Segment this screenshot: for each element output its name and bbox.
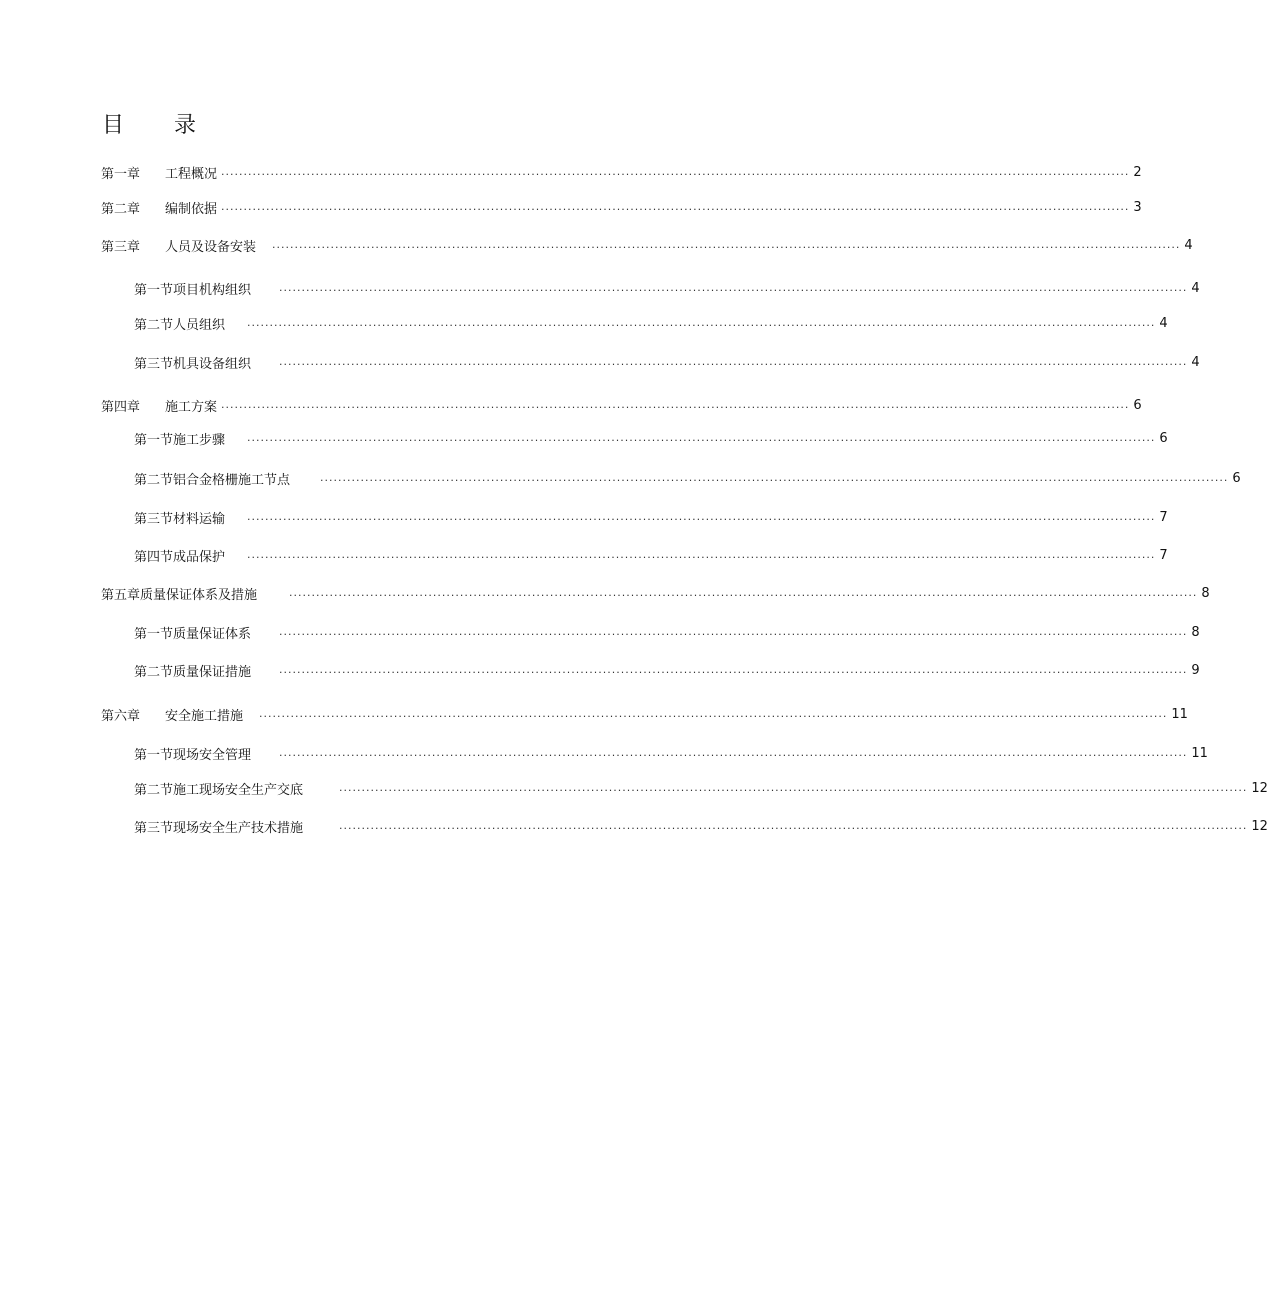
toc-entry-chapter-2[interactable] [101, 197, 1142, 217]
entry-title: 第三节材料运输 [134, 511, 226, 527]
toc-entry-section-3-2[interactable] [134, 313, 1168, 333]
dot-leader: .......................................................................................................................................................................................................... [339, 819, 1248, 832]
dot-leader: .......................................................................................................................................................................................................... [279, 746, 1188, 759]
entry-title: 第四节成品保护 [134, 549, 226, 565]
page-number: 11 [1171, 706, 1188, 722]
entry-title: 第三节现场安全生产技术措施 [134, 820, 304, 836]
toc-entry-chapter-4[interactable] [101, 395, 1142, 415]
page-number: 8 [1201, 585, 1210, 601]
entry-title: 人员及设备安装 [165, 239, 257, 255]
entry-title: 工程概况 [165, 166, 218, 182]
page-number: 6 [1159, 430, 1168, 446]
chapter-number: 第一章 [101, 166, 141, 182]
chapter-number: 第三章 [101, 239, 141, 255]
chapter-number: 第二章 [101, 201, 141, 217]
toc-entry-section-4-1[interactable] [134, 428, 1168, 448]
page-number: 4 [1191, 354, 1200, 370]
dot-leader: .......................................................................................................................................................................................................... [272, 238, 1181, 251]
toc-entry-section-4-2[interactable] [134, 468, 1241, 488]
chapter-number: 第六章 [101, 708, 141, 724]
entry-title: 第一节质量保证体系 [134, 626, 252, 642]
dot-leader: .......................................................................................................................................................................................................... [221, 165, 1130, 178]
toc-entry-chapter-5[interactable] [101, 583, 1210, 603]
dot-leader: .......................................................................................................................................................................................................... [279, 281, 1188, 294]
entry-title: 第一节项目机构组织 [134, 282, 252, 298]
toc-entry-section-3-1[interactable] [134, 278, 1200, 298]
dot-leader: .......................................................................................................................................................................................................... [339, 781, 1248, 794]
entry-title: 第二节施工现场安全生产交底 [134, 782, 304, 798]
page-number: 6 [1232, 470, 1241, 486]
toc-entry-section-6-3[interactable] [134, 816, 1268, 836]
page-number: 4 [1191, 280, 1200, 296]
dot-leader: .......................................................................................................................................................................................................... [247, 510, 1156, 523]
toc-title-char-2: 录 [174, 113, 197, 138]
entry-title: 第二节人员组织 [134, 317, 226, 333]
dot-leader: .......................................................................................................................................................................................................... [289, 586, 1198, 599]
chapter-number: 第四章 [101, 399, 141, 415]
page-number: 9 [1191, 662, 1200, 678]
dot-leader: .......................................................................................................................................................................................................... [221, 200, 1130, 213]
page-number: 3 [1133, 199, 1142, 215]
toc-entry-section-6-1[interactable] [134, 743, 1208, 763]
dot-leader: .......................................................................................................................................................................................................... [279, 355, 1188, 368]
page-number: 2 [1133, 164, 1142, 180]
entry-title: 第一节现场安全管理 [134, 747, 252, 763]
page-number: 7 [1159, 509, 1168, 525]
toc-entry-section-4-4[interactable] [134, 545, 1168, 565]
entry-title: 第一节施工步骤 [134, 432, 226, 448]
dot-leader: .......................................................................................................................................................................................................... [279, 625, 1188, 638]
entry-title: 安全施工措施 [165, 708, 244, 724]
page-number: 6 [1133, 397, 1142, 413]
page-number: 7 [1159, 547, 1168, 563]
dot-leader: .......................................................................................................................................................................................................... [320, 471, 1229, 484]
page-number: 8 [1191, 624, 1200, 640]
entry-title: 第二节铝合金格栅施工节点 [134, 472, 291, 488]
toc-entry-section-6-2[interactable] [134, 778, 1268, 798]
entry-title: 第五章质量保证体系及措施 [101, 587, 258, 603]
toc-entry-section-4-3[interactable] [134, 507, 1168, 527]
toc-entry-chapter-6[interactable] [101, 704, 1188, 724]
dot-leader: .......................................................................................................................................................................................................... [247, 431, 1156, 444]
page-number: 12 [1251, 818, 1268, 834]
page-number: 11 [1191, 745, 1208, 761]
dot-leader: .......................................................................................................................................................................................................... [247, 548, 1156, 561]
entry-title: 编制依据 [165, 201, 218, 217]
page-number: 4 [1159, 315, 1168, 331]
dot-leader: .......................................................................................................................................................................................................... [221, 398, 1130, 411]
toc-entry-chapter-3[interactable] [101, 235, 1193, 255]
entry-title: 第二节质量保证措施 [134, 664, 252, 680]
entry-title: 施工方案 [165, 399, 218, 415]
toc-title-char-1: 目 [102, 113, 125, 138]
page-number: 4 [1184, 237, 1193, 253]
dot-leader: .......................................................................................................................................................................................................... [279, 663, 1188, 676]
toc-entry-chapter-1[interactable] [101, 162, 1142, 182]
dot-leader: .......................................................................................................................................................................................................... [247, 316, 1156, 329]
page-number: 12 [1251, 780, 1268, 796]
toc-entry-section-3-3[interactable] [134, 352, 1200, 372]
toc-entry-section-5-1[interactable] [134, 622, 1200, 642]
entry-title: 第三节机具设备组织 [134, 356, 252, 372]
toc-entry-section-5-2[interactable] [134, 660, 1200, 680]
dot-leader: .......................................................................................................................................................................................................... [259, 707, 1168, 720]
